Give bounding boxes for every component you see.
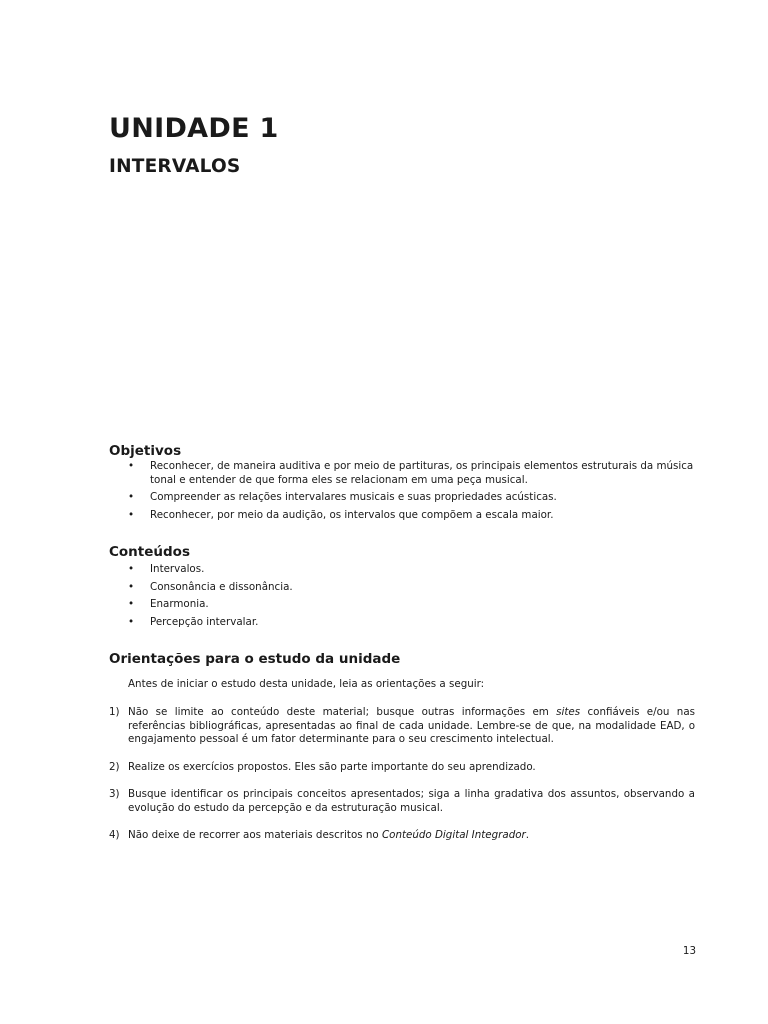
list-item bbox=[109, 509, 699, 523]
item-text: Busque identificar os principais conceitos apresentados; siga a linha gradativa dos assuntos, observando a evolução do estudo da percepção e da estruturação musical. bbox=[128, 788, 695, 814]
page-number: 13 bbox=[682, 945, 696, 957]
conteudo-text: Enarmonia. bbox=[150, 598, 209, 610]
item-number: 4) bbox=[109, 829, 120, 841]
item-text: Realize os exercícios propostos. Eles são parte importante do seu aprendizado. bbox=[128, 761, 536, 773]
bullet-icon: • bbox=[128, 615, 135, 628]
item-text: Não se limite ao conteúdo deste material; busque outras informações em sites confiáveis e/ou nas referências bibliográficas, apresentadas ao final de cada unidade. Lembre-se de que, na modalidade EAD, o engajamento pessoal é um fator determinante para o seu crescimento intelectual. bbox=[128, 706, 695, 745]
bullet-icon: • bbox=[128, 508, 135, 521]
bullet-icon: • bbox=[128, 460, 135, 472]
objetivos-heading: Objetivos bbox=[109, 443, 182, 459]
list-item bbox=[109, 598, 699, 612]
conteudos-list bbox=[109, 563, 699, 633]
list-item bbox=[109, 706, 695, 747]
orientacoes-intro: Antes de iniciar o estudo desta unidade, leia as orientações a seguir: bbox=[128, 678, 485, 690]
list-item bbox=[109, 460, 699, 487]
list-item bbox=[109, 616, 699, 630]
objetivo-text: Compreender as relações intervalares musicais e suas propriedades acústicas. bbox=[150, 491, 557, 503]
list-item bbox=[109, 581, 699, 595]
item-number: 3) bbox=[109, 788, 120, 800]
conteudo-text: Intervalos. bbox=[150, 563, 205, 575]
unit-title: UNIDADE 1 bbox=[109, 113, 279, 144]
conteudos-heading: Conteúdos bbox=[109, 544, 190, 560]
list-item bbox=[109, 761, 695, 775]
conteudo-text: Percepção intervalar. bbox=[150, 615, 259, 628]
item-number: 1) bbox=[109, 706, 120, 718]
conteudo-text: Consonância e dissonância. bbox=[150, 580, 293, 593]
list-item bbox=[109, 563, 699, 577]
objetivos-list bbox=[109, 460, 699, 526]
item-number: 2) bbox=[109, 761, 120, 773]
list-item bbox=[109, 829, 695, 843]
list-item bbox=[109, 788, 695, 815]
objetivo-text: Reconhecer, por meio da audição, os intervalos que compõem a escala maior. bbox=[150, 508, 554, 521]
bullet-icon: • bbox=[128, 580, 135, 593]
item-text: Não deixe de recorrer aos materiais descritos no Conteúdo Digital Integrador. bbox=[128, 829, 530, 841]
list-item bbox=[109, 491, 699, 505]
bullet-icon: • bbox=[128, 598, 135, 610]
orientacoes-heading: Orientações para o estudo da unidade bbox=[109, 651, 401, 667]
unit-subtitle: INTERVALOS bbox=[109, 156, 241, 177]
objetivo-text: Reconhecer, de maneira auditiva e por meio de partituras, os principais elementos estruturais da música tonal e entender de que forma eles se relacionam em uma peça musical. bbox=[150, 460, 694, 486]
bullet-icon: • bbox=[128, 491, 135, 503]
bullet-icon: • bbox=[128, 563, 135, 575]
